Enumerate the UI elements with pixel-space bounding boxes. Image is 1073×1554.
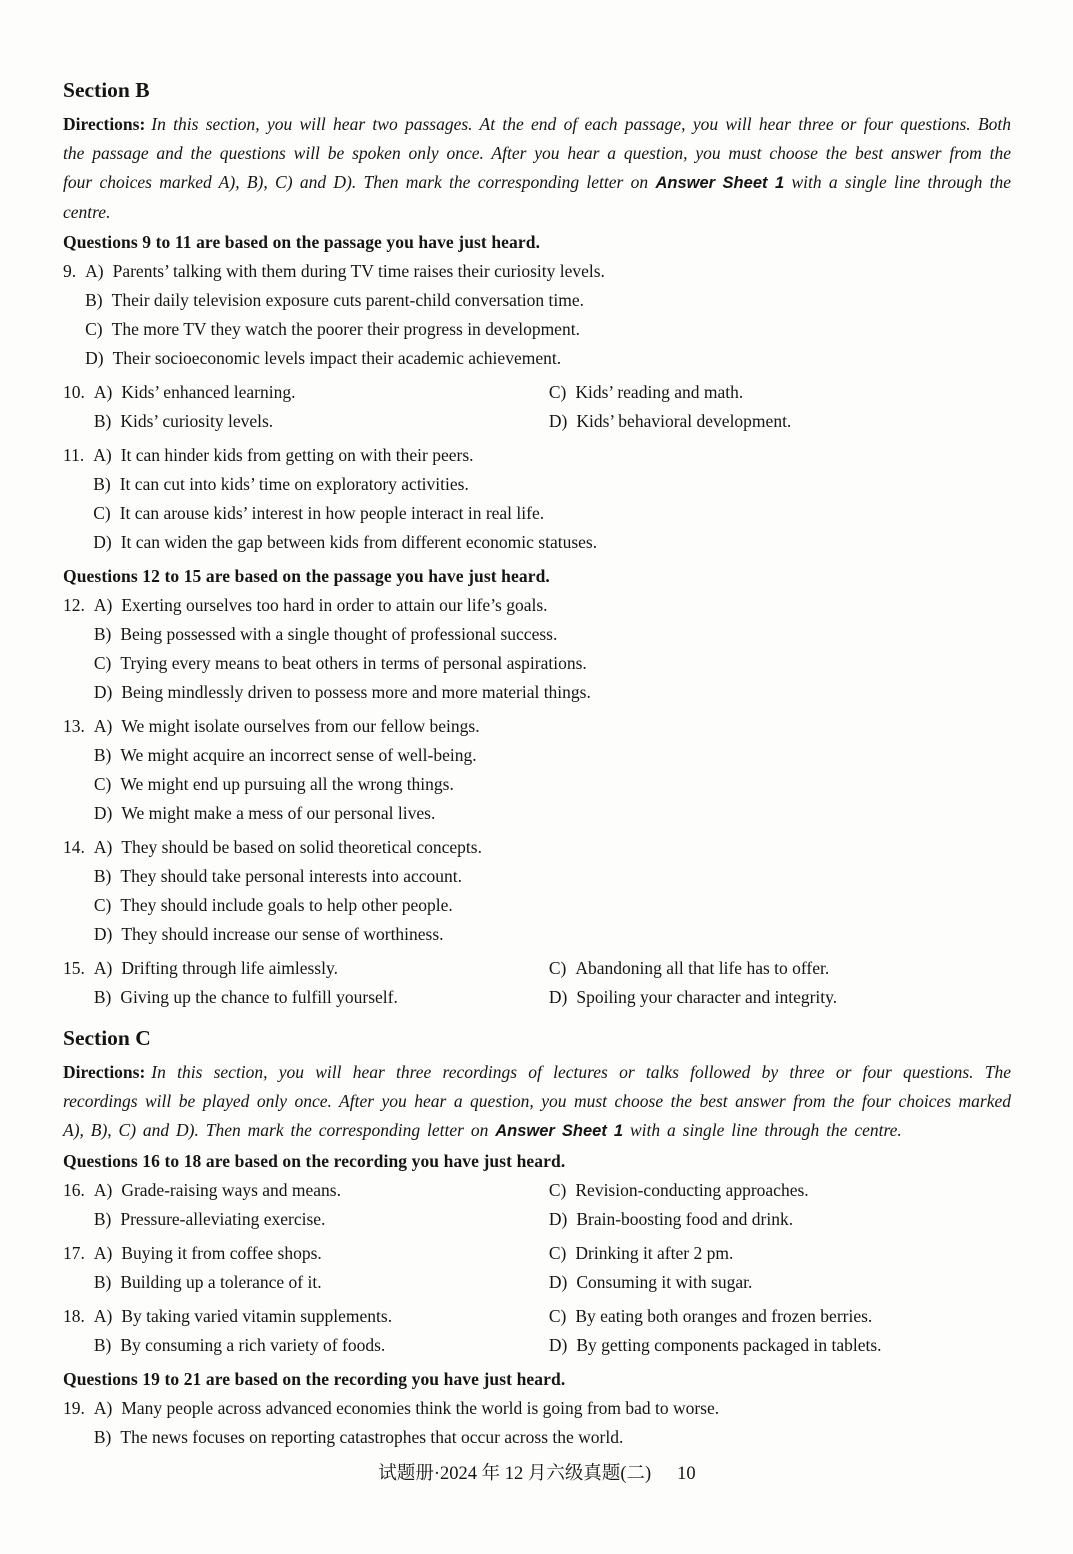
option-label: D) — [548, 987, 568, 1007]
option-text: Grade-raising ways and means. — [121, 1180, 341, 1200]
option-label: D) — [93, 682, 113, 702]
option-label: D) — [548, 1272, 568, 1292]
option — [85, 315, 1011, 344]
question-number: 9. — [63, 261, 77, 281]
option — [94, 1205, 549, 1234]
section-b-directions — [63, 110, 1011, 227]
question-number: 16. — [63, 1180, 85, 1200]
question-row — [63, 1239, 1011, 1297]
answer-sheet-reference: Answer Sheet 1 — [655, 174, 785, 192]
directions-text-end: with a single line through the centre. — [623, 1120, 902, 1140]
option-label: C) — [548, 1180, 567, 1200]
options-list — [94, 954, 1011, 1012]
option-text: It can cut into kids’ time on exploratory activities. — [119, 474, 469, 494]
question-row — [63, 954, 1011, 1012]
directions-label: Directions: — [63, 114, 146, 134]
option-label: A) — [93, 716, 113, 736]
option — [93, 470, 1011, 499]
option — [94, 862, 1011, 891]
option-text: Their daily television exposure cuts parent-child conversation time. — [111, 290, 584, 310]
option — [94, 591, 1011, 620]
question-number: 13. — [63, 716, 85, 736]
question-row — [63, 378, 1011, 436]
options-list — [94, 1302, 1011, 1360]
options-list — [85, 257, 1011, 373]
question-number: 15. — [63, 958, 85, 978]
option-label: B) — [85, 290, 103, 310]
option — [94, 1423, 1011, 1452]
options-list — [94, 833, 1011, 949]
footer-booklet-label: 试题册·2024 年 12 月六级真题(二) — [378, 1464, 652, 1484]
question-group-heading: Questions 16 to 18 are based on the recording you have just heard. — [63, 1151, 566, 1171]
option-text: By taking varied vitamin supplements. — [121, 1306, 393, 1326]
option-label: D) — [93, 532, 112, 552]
option — [549, 1239, 1011, 1268]
question-row — [63, 591, 1011, 707]
question-row — [63, 1302, 1011, 1360]
option-text: Being possessed with a single thought of professional success. — [120, 624, 558, 644]
option-text: Building up a tolerance of it. — [120, 1272, 322, 1292]
option-text: Kids’ behavioral development. — [576, 411, 792, 431]
directions-text: In this section, you will hear two passages. At the end of each passage, you will hear three or four questions. Both the passage and the questions will be spoken only once. After you hear a question, you must choose the best answer from the four choices marked A), B), C) and D). Then mark the corresponding letter on — [63, 114, 1011, 192]
option — [94, 920, 1011, 949]
option-text: Kids’ enhanced learning. — [121, 382, 296, 402]
option-text: They should include goals to help other people. — [120, 895, 453, 915]
option-text: Drifting through life aimlessly. — [121, 958, 338, 978]
option-label: B) — [93, 624, 112, 644]
option — [94, 649, 1011, 678]
option-label: B) — [93, 474, 111, 494]
options-list — [94, 1176, 1011, 1234]
section-c-questions — [63, 1147, 1011, 1452]
option-label: A) — [85, 261, 104, 281]
option-label: D) — [548, 411, 568, 431]
option — [94, 1302, 549, 1331]
option-text: By getting components packaged in tablets. — [576, 1335, 882, 1355]
option — [94, 620, 1011, 649]
option-text: Parents’ talking with them during TV time raises their curiosity levels. — [112, 261, 605, 281]
option-text: Kids’ reading and math. — [575, 382, 744, 402]
question-number: 14. — [63, 837, 85, 857]
option — [85, 286, 1011, 315]
options-list — [94, 591, 1011, 707]
option-label: D) — [93, 924, 113, 944]
option-label: B) — [93, 866, 112, 886]
options-list — [94, 1394, 1011, 1452]
options-list — [93, 441, 1011, 557]
option — [549, 1302, 1011, 1331]
option-text: It can arouse kids’ interest in how people interact in real life. — [119, 503, 545, 523]
option — [549, 378, 1011, 407]
question-row — [63, 833, 1011, 949]
option — [549, 954, 1011, 983]
option — [549, 1268, 1011, 1297]
question-number: 12. — [63, 595, 85, 615]
option-text: Consuming it with sugar. — [576, 1272, 753, 1292]
question-row — [63, 441, 1011, 557]
option — [94, 799, 1011, 828]
section-c-directions — [63, 1058, 1011, 1146]
option — [549, 983, 1011, 1012]
option-label: C) — [93, 653, 112, 673]
question-group-heading: Questions 12 to 15 are based on the passage you have just heard. — [63, 566, 550, 586]
option-text: Abandoning all that life has to offer. — [575, 958, 830, 978]
option-label: C) — [93, 895, 112, 915]
option-text: Drinking it after 2 pm. — [575, 1243, 734, 1263]
option-label: B) — [93, 987, 112, 1007]
option-label: B) — [93, 1427, 112, 1447]
option-label: A) — [93, 837, 113, 857]
question-number: 11. — [63, 445, 85, 465]
option-label: B) — [93, 1335, 112, 1355]
question-number: 19. — [63, 1398, 85, 1418]
option — [94, 1394, 1011, 1423]
option-text: Many people across advanced economies think the world is going from bad to worse. — [121, 1398, 720, 1418]
option-text: They should take personal interests into account. — [120, 866, 463, 886]
option-label: A) — [93, 445, 112, 465]
option-label: B) — [93, 411, 112, 431]
section-c-title: Section C — [63, 1026, 151, 1050]
option-label: A) — [93, 382, 113, 402]
option — [94, 1239, 549, 1268]
option-text: The more TV they watch the poorer their progress in development. — [111, 319, 580, 339]
option-text: We might make a mess of our personal lives. — [121, 803, 436, 823]
option-text: Buying it from coffee shops. — [121, 1243, 322, 1263]
option-label: A) — [93, 595, 113, 615]
option-text: By eating both oranges and frozen berries. — [575, 1306, 873, 1326]
option-label: C) — [93, 774, 112, 794]
option-text: The news focuses on reporting catastrophes that occur across the world. — [120, 1427, 624, 1447]
option-label: D) — [548, 1335, 568, 1355]
option-label: A) — [93, 1180, 113, 1200]
option — [94, 741, 1011, 770]
option — [549, 1331, 1011, 1360]
option — [94, 378, 549, 407]
option-text: Spoiling your character and integrity. — [576, 987, 838, 1007]
option — [93, 499, 1011, 528]
section-b-questions — [63, 228, 1011, 1012]
option-label: C) — [93, 503, 111, 523]
question-group-heading: Questions 19 to 21 are based on the recording you have just heard. — [63, 1369, 566, 1389]
option-label: D) — [93, 803, 113, 823]
option-label: C) — [548, 382, 567, 402]
question-row — [63, 1176, 1011, 1234]
option-text: It can widen the gap between kids from different economic statuses. — [120, 532, 598, 552]
option-text: Exerting ourselves too hard in order to attain our life’s goals. — [121, 595, 548, 615]
question-number: 17. — [63, 1243, 85, 1263]
option — [549, 407, 1011, 436]
option — [94, 407, 549, 436]
option-text: Pressure-alleviating exercise. — [120, 1209, 326, 1229]
option — [94, 954, 549, 983]
option — [93, 441, 1011, 470]
answer-sheet-reference: Answer Sheet 1 — [495, 1122, 624, 1140]
question-row — [63, 257, 1011, 373]
option — [549, 1176, 1011, 1205]
option — [94, 1176, 549, 1205]
option-text: We might end up pursuing all the wrong things. — [120, 774, 454, 794]
option — [93, 528, 1011, 557]
option-label: A) — [93, 1306, 113, 1326]
options-list — [94, 378, 1011, 436]
option — [549, 1205, 1011, 1234]
option-text: They should be based on solid theoretical concepts. — [121, 837, 482, 857]
question-number: 18. — [63, 1306, 85, 1326]
option-label: C) — [85, 319, 103, 339]
option-label: A) — [93, 958, 113, 978]
option-label: B) — [93, 1272, 112, 1292]
option-text: They should increase our sense of worthiness. — [121, 924, 444, 944]
option-label: C) — [548, 958, 567, 978]
option-text: Being mindlessly driven to possess more and more material things. — [121, 682, 591, 702]
section-b-title: Section B — [63, 78, 150, 102]
directions-text-end: with a single line through the centre. — [63, 172, 1011, 222]
option — [94, 770, 1011, 799]
option-text: It can hinder kids from getting on with their peers. — [120, 445, 474, 465]
question-group-heading: Questions 9 to 11 are based on the passage you have just heard. — [63, 232, 541, 252]
option-text: Their socioeconomic levels impact their academic achievement. — [112, 348, 562, 368]
question-row — [63, 1394, 1011, 1452]
option — [94, 1331, 549, 1360]
option-text: Brain-boosting food and drink. — [576, 1209, 794, 1229]
option — [94, 1268, 549, 1297]
option-label: C) — [548, 1243, 567, 1263]
option-label: B) — [93, 1209, 112, 1229]
option — [85, 257, 1011, 286]
option-text: We might isolate ourselves from our fellow beings. — [121, 716, 480, 736]
page-footer — [63, 1459, 1011, 1489]
option — [94, 678, 1011, 707]
option-text: Trying every means to beat others in terms of personal aspirations. — [120, 653, 587, 673]
options-list — [94, 712, 1011, 828]
options-list — [94, 1239, 1011, 1297]
option-label: B) — [93, 745, 112, 765]
question-number: 10. — [63, 382, 85, 402]
option-text: Kids’ curiosity levels. — [120, 411, 274, 431]
option-text: Giving up the chance to fulfill yourself. — [120, 987, 398, 1007]
option-label: D) — [548, 1209, 568, 1229]
option — [94, 833, 1011, 862]
option-label: A) — [93, 1398, 113, 1418]
option-label: C) — [548, 1306, 567, 1326]
option — [94, 891, 1011, 920]
option — [85, 344, 1011, 373]
option-text: Revision-conducting approaches. — [575, 1180, 809, 1200]
directions-label: Directions: — [63, 1062, 146, 1082]
directions-text: In this section, you will hear three recordings of lectures or talks followed by three or four questions. The recordings will be played only once. After you hear a question, you must choose the best answer from the four choices marked A), B), C) and D). Then mark the corresponding letter on — [63, 1062, 1011, 1140]
question-row — [63, 712, 1011, 828]
page-number: 10 — [677, 1464, 696, 1484]
option-text: We might acquire an incorrect sense of well-being. — [120, 745, 477, 765]
option-label: D) — [85, 348, 104, 368]
option — [94, 983, 549, 1012]
option-label: A) — [93, 1243, 113, 1263]
option-text: By consuming a rich variety of foods. — [120, 1335, 386, 1355]
option — [94, 712, 1011, 741]
